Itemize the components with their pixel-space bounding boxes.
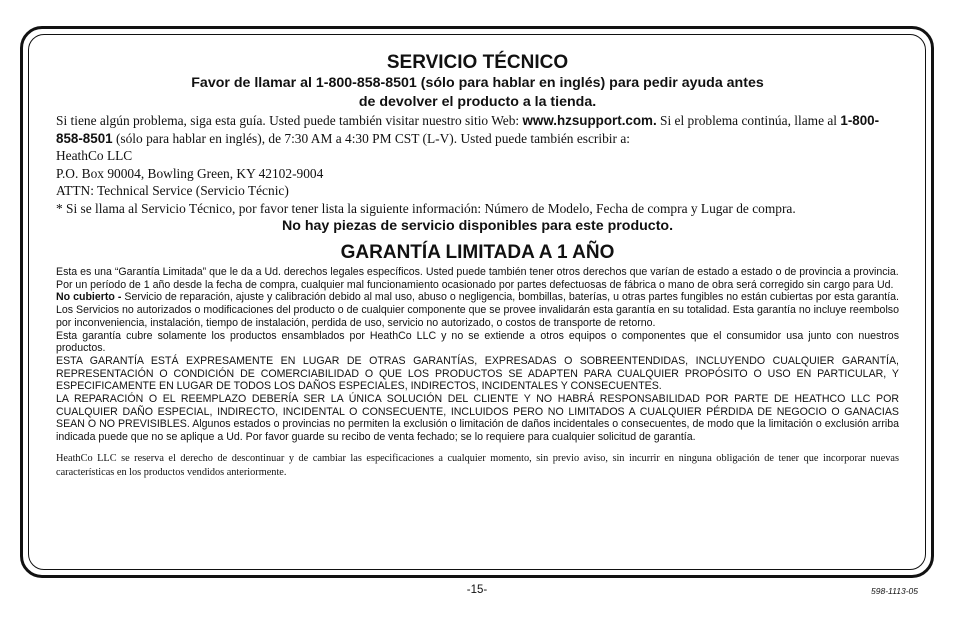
warranty-paragraph-5: ESTA GARANTÍA ESTÁ EXPRESAMENTE EN LUGAR DE OTRAS GARANTÍAS, EXPRESADAS O SOBREENTENDIDAS, INCLUYENDO CUALQUIER GARANTÍA, REPRESENTACIÓN O CONDICIÓN DE COMERCIABILIDAD O QUE LOS PRODUCTOS SE ADAPTEN PARA CUALQUIER PROPÓSITO O USO EN PARTICULAR, Y ESPECIFICAMENTE EN LUGAR DE TODOS LOS DAÑOS ESPECIALES, INDIRECTOS, INCIDENTALES Y CONSECUENTES. — [56, 354, 899, 393]
warranty-paragraph-6 — [56, 393, 899, 444]
document-code: 598-1113-05 — [871, 586, 918, 596]
liability-rest-text: Algunos estados o provincias no permiten la exclusión o limitación de daños incidentales o consecuentes, de modo que la limitación o exclusión arriba indicada puede que no se aplique a Ud. Por favor guarde su recibo de venta fechado; se lo requiere para cualquier solicitud de garantía. — [56, 418, 899, 444]
no-parts-notice: No hay piezas de servicio disponibles para este producto. — [281, 218, 674, 234]
not-covered-text: Servicio de reparación, ajuste y calibración debido al mal uso, abuso o negligencia, bombillas, baterías, u otras partes fungibles no están cubiertas por esta garantía. Los Servicios no autorizados o modificaciones del producto o de cualquier componente que se provee invalidarán esta garantía en su totalidad. Esta garantía no incluye reembolso por inconveniencia, instalación, tiempo de instalación, perdida de uso, servicio no autorizado, o costos de transporte de retorno. — [56, 291, 900, 329]
liability-caps-text: LA REPARACIÓN O EL REEMPLAZO DEBERÍA SER LA ÚNICA SOLUCIÓN DEL CLIENTE Y NO HABRÁ RESPONSABILIDAD POR PARTE DE HEATHCO LLC POR CUALQUIER DAÑO ESPECIAL, INDIRECTO, INCIDENTAL O CONSECUENTE, INCLUIDOS PERO NO LIMITADOS A CUALQUIER PÉRDIDA DE NEGOCIO O GANACIAS SEAN O NO PREVISIBLES. — [56, 393, 899, 431]
service-para-a: Si tiene algún problema, siga esta guía. Usted puede también visitar nuestro sitio Web: — [56, 113, 523, 128]
page-number: -15- — [466, 584, 488, 596]
website-link[interactable]: www.hzsupport.com. — [522, 113, 657, 128]
service-para-c: (sólo para hablar en inglés), de 7:30 AM a 4:30 PM CST (L-V). Usted puede también escribir a: — [112, 130, 631, 146]
service-title: SERVICIO TÉCNICO — [386, 52, 569, 73]
warranty-title: GARANTÍA LIMITADA A 1 AÑO — [340, 242, 615, 263]
address-attn: ATTN: Technical Service (Servicio Técnic) — [56, 183, 289, 198]
warranty-paragraph-1: Esta es una “Garantía Limitada” que le da a Ud. derechos legales específicos. Usted puede también tener otros derechos que varían de estado a estado o de provincia a provincia. — [56, 266, 899, 278]
service-para-b: Si el problema continúa, llame al — [656, 113, 841, 128]
warranty-paragraph-4: Esta garantía cubre solamente los productos ensamblados por HeathCo LLC y no se extiende a otros equipos o componentes que el consumidor usa junto con nuestros productos. — [56, 329, 899, 355]
not-covered-label: No cubierto - — [56, 291, 122, 304]
page-content — [56, 51, 899, 481]
service-call-line-2: de devolver el producto a la tienda. — [358, 94, 597, 110]
fine-print: HeathCo LLC se reserva el derecho de descontinuar y de cambiar las especificaciones a cualquier momento, sin previo aviso, sin incurrir en ninguna obligación de tener que incorporar nuevas características en los productos vendidos anteriormente. — [56, 452, 899, 479]
service-note: * Si se llama al Servicio Técnico, por favor tener lista la siguiente información: Número de Modelo, Fecha de compra y Lugar de compra. — [56, 200, 796, 216]
phone-number: 1-800-858-8501 — [56, 113, 880, 146]
address-name: HeathCo LLC — [56, 148, 133, 163]
service-call-line-1: Favor de llamar al 1-800-858-8501 (sólo para hablar en inglés) para pedir ayuda antes — [191, 75, 764, 91]
address-box: P.O. Box 90004, Bowling Green, KY 42102-9004 — [56, 165, 324, 181]
warranty-paragraph-2: Por un período de 1 año desde la fecha de compra, cualquier mal funcionamiento ocasionado por partes defectuosas de fábrica o mano de obra será corregido sin cargo para Ud. — [56, 278, 894, 291]
warranty-paragraph-3 — [56, 291, 899, 329]
service-paragraph — [56, 112, 899, 147]
